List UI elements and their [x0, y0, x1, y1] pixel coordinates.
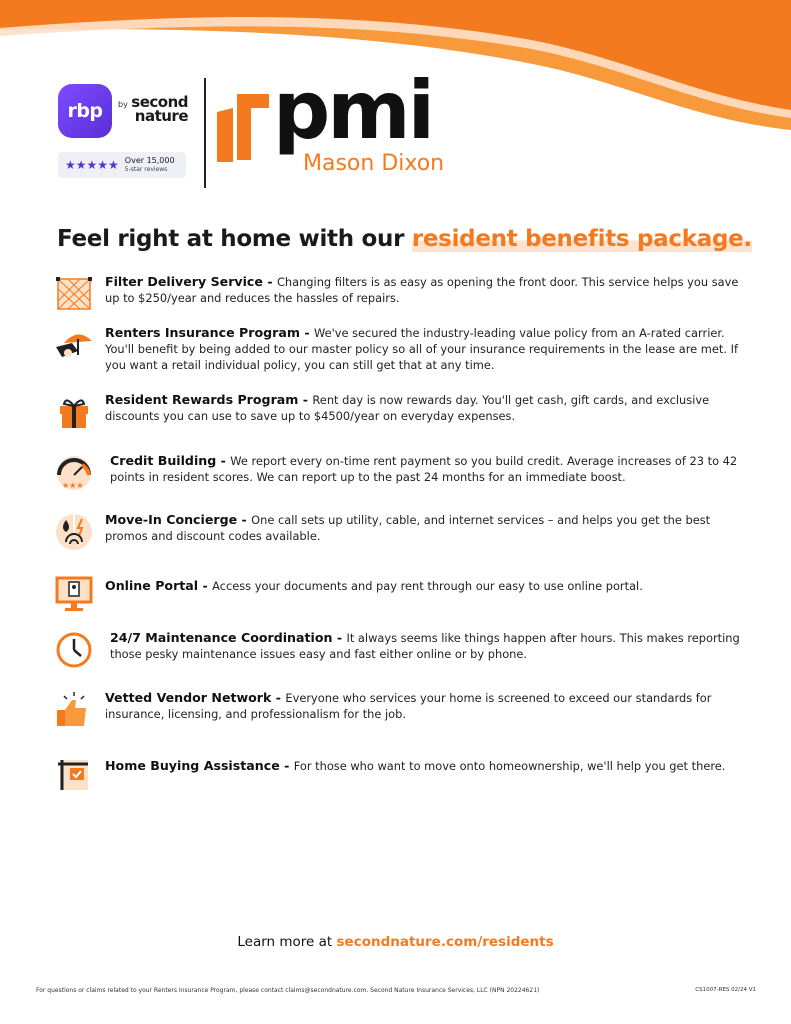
filter-icon — [54, 274, 94, 314]
monitor-icon — [54, 574, 94, 614]
reviews-text — [125, 156, 175, 174]
benefit-title: Vetted Vendor Network - — [105, 690, 286, 705]
logo-divider — [204, 78, 206, 188]
sold-sign-icon — [54, 754, 94, 794]
benefit-description: Changing filters is as easy as opening the front door. This service helps you save up to $250/year and reduces the hassles of repairs. — [105, 275, 739, 305]
benefit-description: For those who want to move onto homeownership, we'll help you get there. — [293, 759, 726, 773]
benefit-text — [105, 758, 745, 774]
benefit-description: One call sets up utility, cable, and internet services – and helps you get the best promos and discount codes available. — [105, 513, 711, 543]
benefit-description: Access your documents and pay rent through our easy to use online portal. — [212, 579, 643, 593]
benefit-description: We've secured the industry-leading value policy from an A-rated carrier. You'll benefit by being added to our master policy so all of your insurance requirements in the lease are met. If you want a retail individual policy, you can still get that at any time. — [105, 326, 738, 372]
benefit-title: 24/7 Maintenance Coordination - — [110, 630, 347, 645]
reviews-badge — [58, 152, 186, 178]
benefit-text — [105, 274, 745, 306]
mason-dixon-text: Mason Dixon — [303, 151, 445, 176]
svg-text:★★★: ★★★ — [62, 481, 84, 490]
benefit-text — [110, 453, 750, 485]
learn-more-prefix: Learn more at — [237, 934, 337, 950]
benefit-description: We report every on-time rent payment so you build credit. Average increases of 23 to 42 points in resident scores. We can report up to the past 24 months for an immediate boost. — [110, 454, 738, 484]
benefit-title: Home Buying Assistance - — [105, 758, 294, 773]
benefit-title: Move-In Concierge - — [105, 512, 252, 527]
headline-prefix: Feel right at home with our — [57, 226, 412, 252]
benefit-title: Credit Building - — [110, 453, 231, 468]
reviews-count: Over 15,000 — [124, 156, 175, 165]
benefit-text — [105, 512, 745, 544]
reviews-label: 5-star reviews — [124, 166, 168, 173]
benefit-title: Renters Insurance Program - — [105, 325, 314, 340]
benefit-title: Filter Delivery Service - — [105, 274, 277, 289]
benefit-title: Online Portal - — [105, 578, 213, 593]
benefit-text — [105, 325, 745, 373]
second-nature-wordmark — [130, 95, 188, 123]
umbrella-icon — [54, 325, 94, 365]
learn-more-line — [0, 934, 791, 950]
benefit-text — [105, 578, 745, 594]
benefit-title: Resident Rewards Program - — [105, 392, 313, 407]
residents-link[interactable]: secondnature.com/residents — [336, 934, 554, 950]
wordmark-line-1: second — [131, 93, 188, 111]
rbp-logo — [58, 84, 112, 138]
headline-highlight: resident benefits package. — [411, 226, 752, 252]
benefit-text — [105, 392, 745, 424]
utilities-icon — [54, 512, 94, 552]
fine-print: For questions or claims related to your Renters Insurance Program, please contact claims@secondnature.com. Second Nature Insurance Services, LLC (NPN 20224621) — [36, 987, 540, 994]
pmi-mark-icon — [215, 92, 269, 162]
rbp-logo-text: rbp — [67, 100, 103, 122]
benefit-description: It always seems like things happen after hours. This makes reporting those pesky maintenance issues easy and fast either online or by phone. — [110, 631, 740, 661]
gift-icon — [54, 392, 94, 432]
benefit-text — [110, 630, 750, 662]
pmi-wordmark: pmi — [273, 64, 433, 157]
document-code: CS1007-RES 02/24 V1 — [695, 987, 756, 993]
benefit-description: Rent day is now rewards day. You'll get cash, gift cards, and exclusive discounts you can use to save up to $4500/year on everyday expenses. — [105, 393, 710, 423]
wordmark-line-2: nature — [134, 107, 188, 125]
clock-icon — [54, 630, 94, 670]
star-rating-icon: ★★★★★ — [65, 158, 119, 172]
page-headline — [57, 226, 752, 252]
benefit-text — [105, 690, 745, 722]
thumbs-up-icon — [54, 690, 94, 730]
rbp-by-text: by — [118, 100, 128, 109]
benefit-description: Everyone who services your home is screened to exceed our standards for insurance, licensing, and professionalism for the job. — [105, 691, 712, 721]
credit-gauge-icon — [54, 453, 94, 493]
